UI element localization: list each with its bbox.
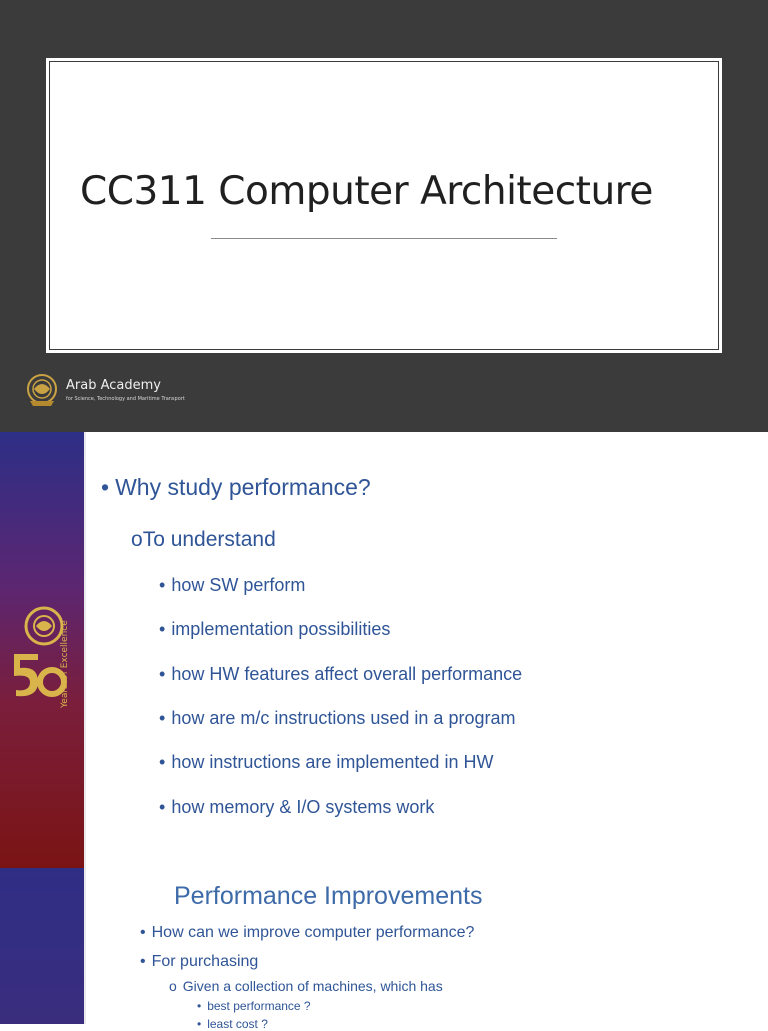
sub-sub-list-item xyxy=(197,999,311,1013)
bullet-glyph: • xyxy=(159,752,166,772)
academy-emblem-icon xyxy=(24,371,60,409)
list-item xyxy=(159,619,390,640)
bullet-glyph: • xyxy=(159,619,166,639)
subheading-text: To understand xyxy=(142,528,276,551)
bullet-glyph: • xyxy=(140,924,146,941)
bullet-glyph: • xyxy=(159,575,166,595)
band-text: Years Of Excellence xyxy=(60,620,70,708)
list-item-text: how instructions are implemented in HW xyxy=(171,752,494,772)
performance-slide xyxy=(0,868,768,1031)
content-slide xyxy=(0,432,768,868)
list-item xyxy=(159,575,305,596)
bullet-glyph: • xyxy=(159,708,166,728)
sub-sub-list-item-text: best performance ? xyxy=(207,999,311,1013)
list-item xyxy=(140,953,258,971)
bullet-glyph: • xyxy=(159,664,166,684)
list-item-text: how HW features affect overall performance xyxy=(171,664,523,684)
bullet-glyph: • xyxy=(197,1017,202,1031)
bullet-glyph: o xyxy=(131,528,143,551)
sub-list-item xyxy=(169,978,443,994)
bullet-glyph: • xyxy=(140,953,146,970)
sub-sub-list-item-text: least cost ? xyxy=(207,1017,268,1031)
list-item-text: how memory & I/O systems work xyxy=(171,797,435,817)
list-item xyxy=(159,797,434,818)
bullet-glyph: • xyxy=(101,474,110,500)
list-item-text: How can we improve computer performance? xyxy=(151,924,475,941)
heading-text: Why study performance? xyxy=(115,474,371,500)
slide-title: CC311 Computer Architecture xyxy=(80,169,653,214)
bullet-glyph: • xyxy=(159,797,166,817)
sub-sub-list-item xyxy=(197,1017,268,1031)
side-band xyxy=(0,868,84,1024)
list-item xyxy=(140,924,474,942)
list-item xyxy=(159,752,493,773)
list-item xyxy=(159,708,515,729)
band-edge xyxy=(84,432,86,868)
subheading-bullet xyxy=(131,528,276,552)
sub-list-item-text: Given a collection of machines, which has xyxy=(182,978,443,994)
bullet-glyph: o xyxy=(169,978,177,994)
band-edge xyxy=(84,868,86,1024)
list-item-text: For purchasing xyxy=(151,953,259,970)
title-slide xyxy=(0,0,768,432)
title-divider xyxy=(211,238,557,239)
title-frame xyxy=(46,58,722,353)
list-item-text: implementation possibilities xyxy=(171,619,391,639)
arab-academy-logo xyxy=(24,371,224,411)
bullet-glyph: • xyxy=(197,999,202,1013)
logo-name: Arab Academy xyxy=(66,378,161,393)
list-item-text: how SW perform xyxy=(171,575,306,595)
logo-subtitle: for Science, Technology and Maritime Transport xyxy=(66,396,185,402)
side-band xyxy=(0,432,84,868)
heading-bullet xyxy=(101,474,371,501)
list-item-text: how are m/c instructions used in a program xyxy=(171,708,516,728)
slide-title: Performance Improvements xyxy=(174,882,483,910)
list-item xyxy=(159,664,522,685)
